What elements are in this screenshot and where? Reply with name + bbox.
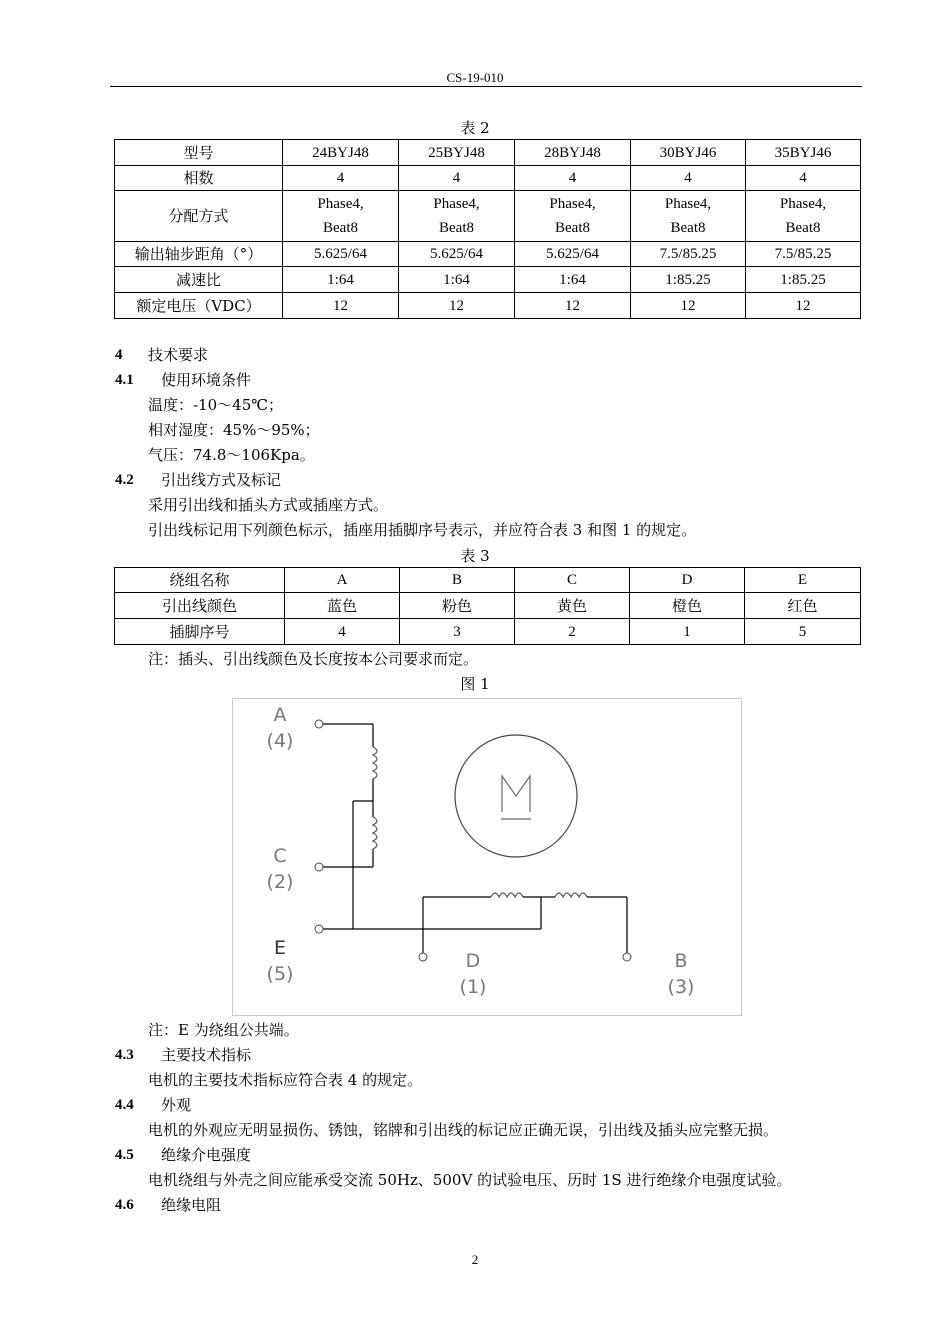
text: 引出线标记用下列颜色标示，插座用插脚序号表示，并应符合表 3 和图 1 的规定。: [148, 521, 697, 539]
table2-header-cell: 28BYJ48: [515, 140, 631, 166]
table2-header-cell: 24BYJ48: [283, 140, 399, 166]
row-label: 额定电压（VDC）: [115, 293, 283, 319]
table-cell: 1:64: [399, 267, 515, 293]
table-row: [115, 293, 861, 319]
wiring-diagram-svg: [233, 699, 741, 1015]
table-cell: 橙色: [630, 593, 745, 619]
text: 气压：74.8～106Kpa。: [148, 446, 315, 464]
label-b-pin: (3): [667, 976, 695, 998]
terminal-e-icon: [315, 925, 323, 933]
coil-icon: [373, 817, 377, 849]
table-cell: 4: [515, 166, 631, 191]
table-cell: 蓝色: [285, 593, 400, 619]
text: 电机的主要技术指标应符合表 4 的规定。: [148, 1071, 423, 1089]
table-cell: [631, 191, 746, 242]
table-cell: 2: [515, 619, 630, 645]
cell-line: Beat8: [555, 220, 590, 236]
table-cell: 4: [746, 166, 861, 191]
section-title: 绝缘介电强度: [161, 1146, 252, 1164]
table-row: [115, 191, 861, 242]
table-cell: 4: [399, 166, 515, 191]
table-cell: 黄色: [515, 593, 630, 619]
motor-m-icon: [502, 776, 530, 812]
table-cell: 12: [283, 293, 399, 319]
table-row: [115, 166, 861, 191]
section-title: 使用环境条件: [161, 371, 252, 389]
table-cell: B: [400, 568, 515, 593]
label-d: D: [465, 950, 481, 972]
table-cell: [399, 191, 515, 242]
text: 电机的外观应无明显损伤、锈蚀，铭牌和引出线的标记应正确无误，引出线及插头应完整无损。: [148, 1121, 779, 1139]
table-cell: 1: [630, 619, 745, 645]
cell-line: Beat8: [670, 220, 706, 236]
coil-icon: [373, 747, 377, 779]
table-row: [115, 242, 861, 267]
row-label: 插脚序号: [115, 619, 285, 645]
terminal-c-icon: [315, 863, 323, 871]
section-title: 主要技术指标: [161, 1046, 252, 1064]
table-cell: 1:64: [515, 267, 631, 293]
row-label: 分配方式: [115, 191, 283, 242]
table-cell: [746, 191, 861, 242]
section-number: 4.4: [115, 1097, 134, 1113]
cell-line: Phase4,: [433, 196, 480, 212]
table3: [114, 567, 861, 645]
table-cell: 12: [746, 293, 861, 319]
table-cell: 5.625/64: [515, 242, 631, 267]
table-cell: 1:85.25: [746, 267, 861, 293]
label-a: A: [273, 704, 287, 726]
table2-caption: 表 2: [460, 119, 490, 137]
motor-label: M: [515, 699, 517, 700]
table-row: [115, 593, 861, 619]
table-cell: 4: [631, 166, 746, 191]
table2-header-cell: 35BYJ46: [746, 140, 861, 166]
table-row: [115, 619, 861, 645]
terminal-d-icon: [419, 953, 427, 961]
table-cell: 5.625/64: [283, 242, 399, 267]
table-cell: 4: [283, 166, 399, 191]
table-cell: A: [285, 568, 400, 593]
table-cell: 3: [400, 619, 515, 645]
table2-header-cell: 25BYJ48: [399, 140, 515, 166]
table2-header-cell: 30BYJ46: [631, 140, 746, 166]
cell-line: Phase4,: [317, 196, 364, 212]
wiring-diagram: [232, 698, 742, 1016]
label-c-pin: (2): [266, 871, 294, 893]
table-cell: 7.5/85.25: [746, 242, 861, 267]
coil-icon: [491, 893, 523, 897]
cell-line: Phase4,: [779, 196, 827, 212]
coil-icon: [555, 893, 587, 897]
cell-line: Beat8: [323, 220, 358, 236]
section-title: 技术要求: [148, 346, 209, 364]
table-cell: 粉色: [400, 593, 515, 619]
row-label: 减速比: [115, 267, 283, 293]
table-cell: 1:85.25: [631, 267, 746, 293]
table-cell: 12: [515, 293, 631, 319]
row-label: 输出轴步距角（°）: [115, 242, 283, 267]
header-rule: [110, 86, 862, 87]
row-label: 相数: [115, 166, 283, 191]
section-title: 绝缘电阻: [161, 1196, 222, 1214]
table2-header-row: [115, 140, 861, 166]
section-number: 4.2: [115, 472, 134, 488]
label-c: C: [273, 845, 287, 867]
figure1-caption: 图 1: [460, 675, 490, 693]
table-cell: 红色: [745, 593, 861, 619]
label-e-pin: (5): [266, 963, 294, 985]
section-number: 4.1: [115, 372, 134, 388]
section-title: 引出线方式及标记: [161, 471, 282, 489]
table-cell: 1:64: [283, 267, 399, 293]
section-number: 4.3: [115, 1047, 134, 1063]
table-cell: C: [515, 568, 630, 593]
document-code: CS-19-010: [446, 70, 504, 85]
text: 电机绕组与外壳之间应能承受交流 50Hz、500V 的试验电压、历时 1S 进行绝缘介电强度试验。: [148, 1171, 792, 1189]
section-number: 4.5: [115, 1147, 134, 1163]
table-row: [115, 568, 861, 593]
row-label: 引出线颜色: [115, 593, 285, 619]
cell-line: Phase4,: [664, 196, 712, 212]
table-cell: 7.5/85.25: [631, 242, 746, 267]
table-cell: D: [630, 568, 745, 593]
cell-line: Beat8: [785, 220, 821, 236]
section-number: 4: [115, 347, 123, 363]
table-cell: 4: [285, 619, 400, 645]
label-a-pin: (4): [266, 730, 294, 752]
table2: [114, 139, 861, 319]
table-cell: 12: [399, 293, 515, 319]
table-cell: 5: [745, 619, 861, 645]
label-b: B: [674, 950, 688, 972]
text: 温度：-10～45℃；: [148, 396, 284, 414]
table-cell: 5.625/64: [399, 242, 515, 267]
label-d-pin: (1): [459, 976, 487, 998]
table-row: [115, 267, 861, 293]
figure1-note: 注：E 为绕组公共端。: [148, 1021, 299, 1039]
cell-line: Phase4,: [549, 196, 596, 212]
table-cell: E: [745, 568, 861, 593]
table-cell: [515, 191, 631, 242]
section-number: 4.6: [115, 1197, 134, 1213]
section-title: 外观: [161, 1096, 192, 1114]
terminal-b-icon: [623, 953, 631, 961]
table3-caption: 表 3: [460, 547, 490, 565]
page-number: 2: [471, 1252, 479, 1267]
text: 采用引出线和插头方式或插座方式。: [148, 496, 389, 514]
table2-header-cell: 型号: [115, 140, 283, 166]
terminal-a-icon: [315, 720, 323, 728]
text: 相对湿度：45%～95%；: [148, 421, 320, 439]
table-cell: 12: [631, 293, 746, 319]
row-label: 绕组名称: [115, 568, 285, 593]
label-e: E: [273, 937, 287, 959]
table-cell: [283, 191, 399, 242]
table3-note: 注：插头、引出线颜色及长度按本公司要求而定。: [148, 650, 479, 668]
cell-line: Beat8: [439, 220, 474, 236]
